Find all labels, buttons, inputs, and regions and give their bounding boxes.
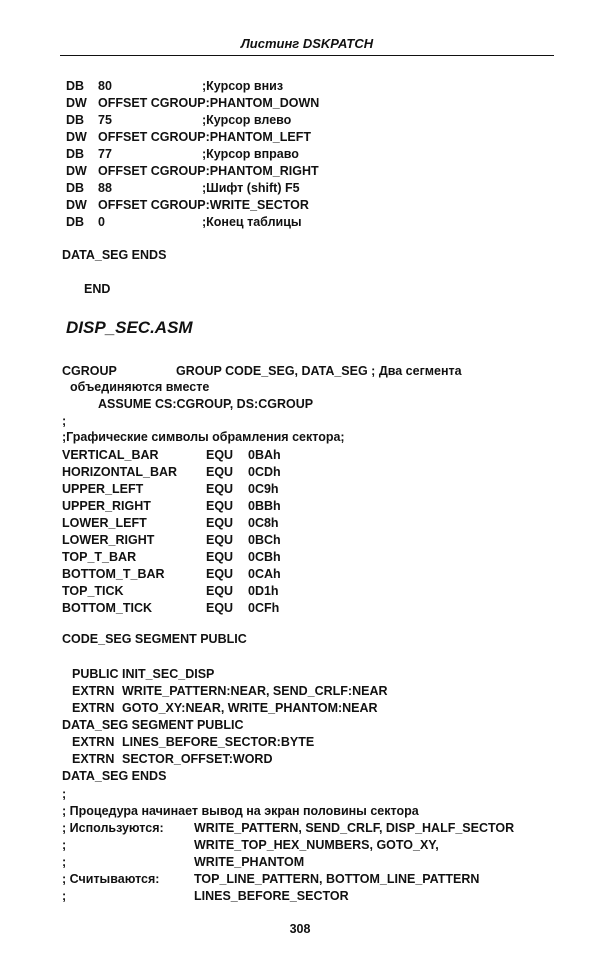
op: DW bbox=[66, 198, 87, 212]
data-seg-ends: DATA_SEG ENDS bbox=[62, 248, 167, 262]
equ-name: LOWER_LEFT bbox=[62, 516, 147, 530]
arg: OFFSET CGROUP:WRITE_SECTOR bbox=[98, 198, 309, 212]
comment-right: WRITE_PATTERN, SEND_CRLF, DISP_HALF_SECTOR bbox=[194, 821, 515, 835]
decl-keyword: PUBLIC bbox=[72, 667, 119, 681]
decl-keyword: DATA_SEG SEGMENT PUBLIC bbox=[62, 718, 244, 732]
running-header: Листинг DSKPATCH bbox=[240, 36, 374, 51]
decl-keyword: DATA_SEG ENDS bbox=[62, 769, 167, 783]
comment-right: WRITE_TOP_HEX_NUMBERS, GOTO_XY, bbox=[194, 838, 439, 852]
arg: OFFSET CGROUP:PHANTOM_DOWN bbox=[98, 96, 320, 110]
equ-name: HORIZONTAL_BAR bbox=[62, 465, 178, 479]
comment-right: WRITE_PHANTOM bbox=[194, 855, 305, 869]
arg: 75 bbox=[98, 113, 112, 127]
equ-value: 0C8h bbox=[248, 516, 279, 530]
comment-line: ; bbox=[62, 414, 67, 428]
decl-keyword: EXTRN bbox=[72, 684, 115, 698]
comment-right: LINES_BEFORE_SECTOR bbox=[194, 889, 349, 903]
graphics-comment: ;Графические символы обрамления сектора; bbox=[62, 430, 345, 444]
op: DW bbox=[66, 130, 87, 144]
decl-arg: SECTOR_OFFSET:WORD bbox=[122, 752, 273, 766]
arg: OFFSET CGROUP:PHANTOM_LEFT bbox=[98, 130, 311, 144]
header-rule bbox=[60, 55, 554, 56]
comment: ;Шифт (shift) F5 bbox=[202, 181, 300, 195]
equ-name: TOP_TICK bbox=[62, 584, 124, 598]
arg: OFFSET CGROUP:PHANTOM_RIGHT bbox=[98, 164, 319, 178]
comment-left: ; Используются: bbox=[62, 821, 164, 835]
equ-value: 0CAh bbox=[248, 567, 281, 581]
decl-arg: INIT_SEC_DISP bbox=[122, 667, 215, 681]
decl-keyword: EXTRN bbox=[72, 701, 115, 715]
op: DW bbox=[66, 164, 87, 178]
code-seg-directive: CODE_SEG SEGMENT PUBLIC bbox=[62, 632, 247, 646]
cgroup-name: CGROUP bbox=[62, 364, 117, 378]
assume-directive: ASSUME CS:CGROUP, DS:CGROUP bbox=[98, 397, 314, 411]
comment-left: ; Считываются: bbox=[62, 872, 160, 886]
comment: ;Курсор вниз bbox=[202, 79, 284, 93]
equ-keyword: EQU bbox=[206, 567, 234, 581]
equ-name: BOTTOM_T_BAR bbox=[62, 567, 165, 581]
equ-name: VERTICAL_BAR bbox=[62, 448, 159, 462]
cgroup-continuation: объединяются вместе bbox=[70, 380, 210, 394]
comment-left: ; bbox=[62, 838, 67, 852]
equ-keyword: EQU bbox=[206, 516, 234, 530]
section-title: DISP_SEC.ASM bbox=[66, 318, 193, 337]
equ-keyword: EQU bbox=[206, 533, 234, 547]
op: DB bbox=[66, 147, 85, 161]
equ-keyword: EQU bbox=[206, 601, 234, 615]
equ-value: 0CFh bbox=[248, 601, 280, 615]
op: DB bbox=[66, 113, 85, 127]
equ-value: 0BAh bbox=[248, 448, 281, 462]
comment-left: ; bbox=[62, 889, 67, 903]
decl-keyword: EXTRN bbox=[72, 735, 115, 749]
decl-arg: WRITE_PATTERN:NEAR, SEND_CRLF:NEAR bbox=[122, 684, 388, 698]
page-number: 308 bbox=[289, 922, 311, 936]
arg: 80 bbox=[98, 79, 112, 93]
equ-name: UPPER_RIGHT bbox=[62, 499, 151, 513]
equ-keyword: EQU bbox=[206, 482, 234, 496]
comment-left: ; Процедура начинает вывод на экран половины сектора bbox=[62, 804, 419, 818]
equ-keyword: EQU bbox=[206, 465, 234, 479]
comment: ;Конец таблицы bbox=[202, 215, 302, 229]
op: DB bbox=[66, 79, 85, 93]
comment: ;Курсор вправо bbox=[202, 147, 299, 161]
comment-right: TOP_LINE_PATTERN, BOTTOM_LINE_PATTERN bbox=[194, 872, 480, 886]
equ-value: 0CDh bbox=[248, 465, 281, 479]
comment-left: ; bbox=[62, 787, 67, 801]
equ-name: BOTTOM_TICK bbox=[62, 601, 153, 615]
decl-arg: LINES_BEFORE_SECTOR:BYTE bbox=[122, 735, 315, 749]
end-directive: END bbox=[84, 282, 111, 296]
arg: 88 bbox=[98, 181, 112, 195]
decl-keyword: EXTRN bbox=[72, 752, 115, 766]
cgroup-decl: GROUP CODE_SEG, DATA_SEG ; Два сегмента bbox=[176, 364, 462, 378]
comment: ;Курсор влево bbox=[202, 113, 292, 127]
op: DW bbox=[66, 96, 87, 110]
equ-keyword: EQU bbox=[206, 448, 234, 462]
equ-value: 0BBh bbox=[248, 499, 281, 513]
op: DB bbox=[66, 181, 85, 195]
equ-value: 0C9h bbox=[248, 482, 279, 496]
equ-name: TOP_T_BAR bbox=[62, 550, 137, 564]
equ-name: UPPER_LEFT bbox=[62, 482, 144, 496]
equ-name: LOWER_RIGHT bbox=[62, 533, 155, 547]
equ-value: 0CBh bbox=[248, 550, 281, 564]
arg: 77 bbox=[98, 147, 112, 161]
equ-keyword: EQU bbox=[206, 499, 234, 513]
comment-left: ; bbox=[62, 855, 67, 869]
equ-value: 0BCh bbox=[248, 533, 281, 547]
equ-value: 0D1h bbox=[248, 584, 279, 598]
decl-arg: GOTO_XY:NEAR, WRITE_PHANTOM:NEAR bbox=[122, 701, 378, 715]
equ-keyword: EQU bbox=[206, 550, 234, 564]
equ-keyword: EQU bbox=[206, 584, 234, 598]
op: DB bbox=[66, 215, 85, 229]
arg: 0 bbox=[98, 215, 105, 229]
